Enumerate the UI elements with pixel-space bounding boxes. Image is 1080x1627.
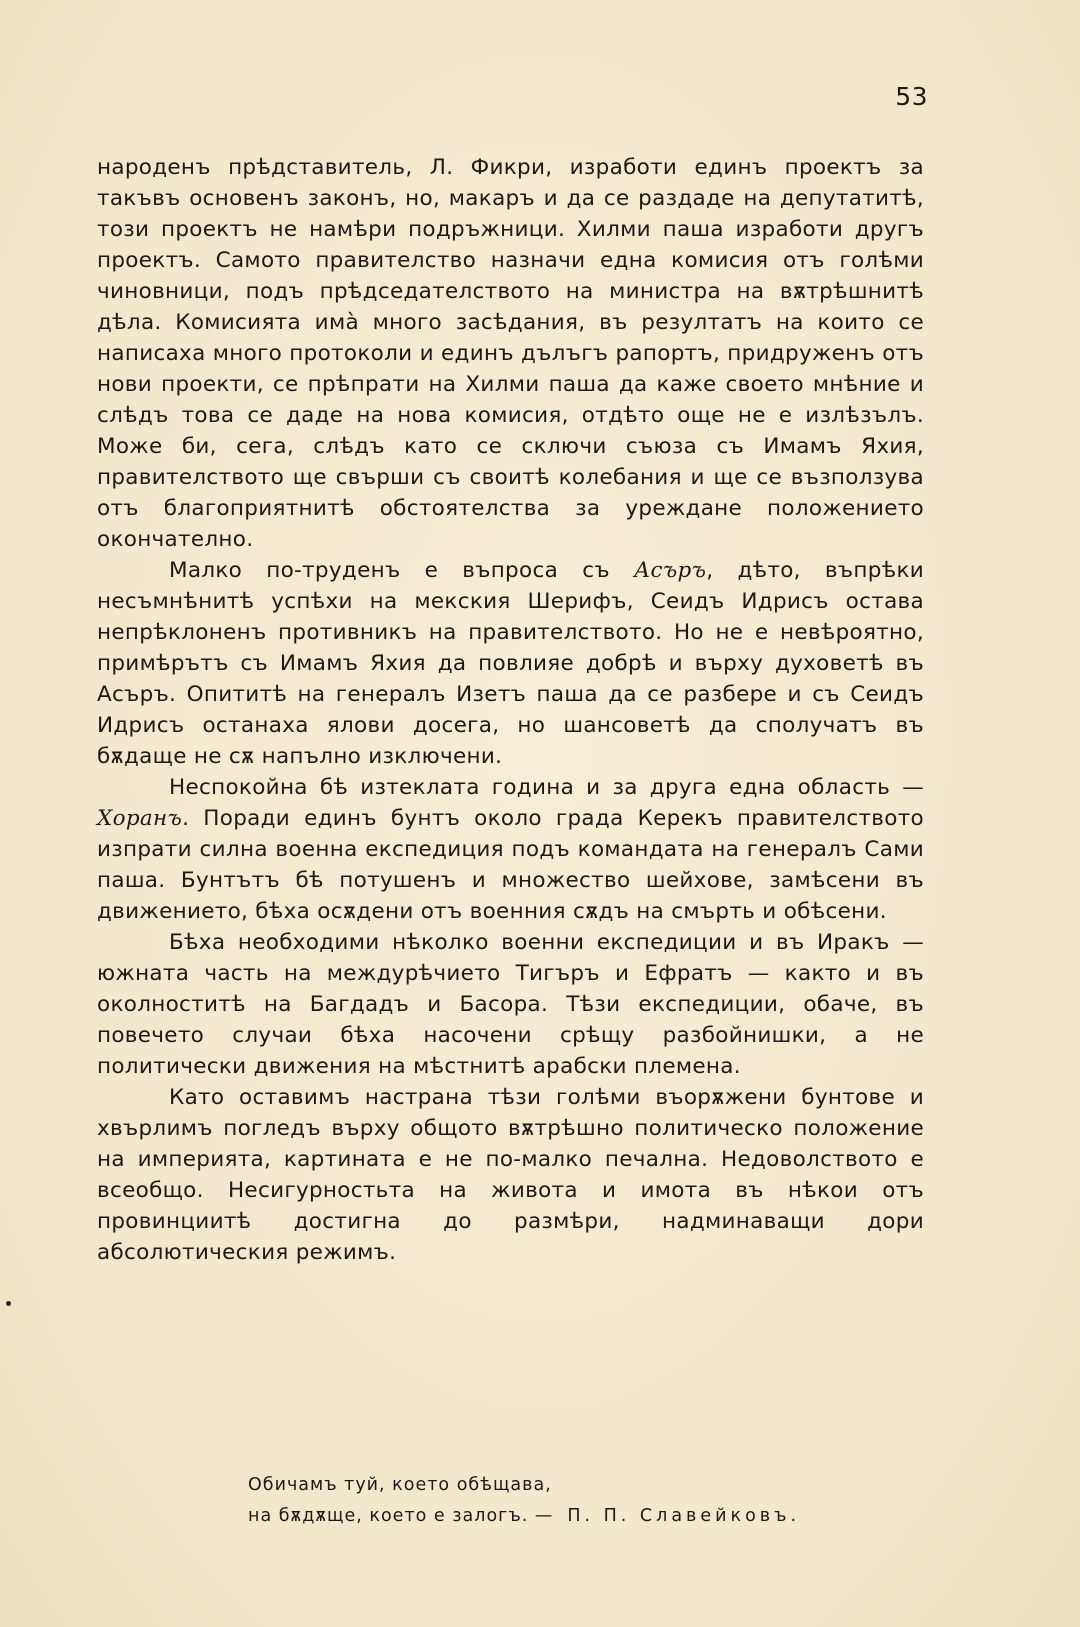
paragraph xyxy=(97,555,924,772)
epigraph-line-with-author xyxy=(248,1501,800,1532)
italic-place-name: Хоранъ xyxy=(97,806,183,831)
page-number: 53 xyxy=(895,82,928,111)
italic-place-name: Асъръ xyxy=(633,558,707,583)
epigraph-line: на бѫдѫще, което е залогъ. — xyxy=(248,1506,554,1526)
epigraph xyxy=(248,1470,800,1532)
text-run: Неспокойна бѣ изтеклата година и за друга една область — xyxy=(169,775,924,800)
body-text xyxy=(97,152,924,1268)
text-run: Бѣха необходими нѣколко военни експедиции и въ Иракъ — южната часть на междурѣчието Тигъръ и Ефратъ — както и въ околноститѣ на Багдадъ и Басора. Тѣзи експедиции, обаче, въ повечето случаи бѣха насочени срѣщу разбойнишки, а не политически движения на мѣстнитѣ арабски племена. xyxy=(97,930,924,1079)
text-run: . Поради единъ бунтъ около града Керекъ правителството изпрати силна военна експедиция подъ командата на генералъ Сами паша. Бунтътъ бѣ потушенъ и множество шейхове, замѣсени въ движението, бѣха осѫдени отъ военния сѫдъ на смърть и обѣсени. xyxy=(97,806,924,924)
epigraph-author: П. П. Славейковъ. xyxy=(567,1506,801,1526)
paragraph xyxy=(97,772,924,927)
paragraph xyxy=(97,1082,924,1268)
paper-speck xyxy=(6,1301,11,1306)
text-run: , дѣто, въпрѣки несъмнѣнитѣ успѣхи на мекския Шерифъ, Сеидъ Идрисъ остава непрѣклоненъ противникъ на правителството. Но не е невѣроятно, примѣрътъ съ Имамъ Яхия да повлияе добрѣ и върху духоветѣ въ Асъръ. Опититѣ на генералъ Изетъ паша да се разбере и съ Сеидъ Идрисъ останаха ялови досега, но шансоветѣ да сполучатъ въ бѫдаще не сѫ напълно изключени. xyxy=(97,558,924,769)
paragraph xyxy=(97,152,924,555)
text-run: Малко по-труденъ е въпроса съ xyxy=(169,558,634,583)
epigraph-line: Обичамъ туй, което обѣщава, xyxy=(248,1475,552,1495)
paragraph xyxy=(97,927,924,1082)
text-run: Като оставимъ настрана тѣзи голѣми въорѫжени бунтове и хвърлимъ погледъ върху общото вѫтрѣшно политическо положение на империята, картината е не по-малко печална. Недоволството е всеобщо. Несигурностьта на живота и имота въ нѣкои отъ провинциитѣ достигна до размѣри, надминаващи дори абсолютическия режимъ. xyxy=(97,1085,924,1265)
text-run: народенъ прѣдставитель, Л. Фикри, изработи единъ проектъ за такъвъ основенъ законъ, но, макаръ и да се раздаде на депутатитѣ, този проектъ не намѣри подръжници. Хилми паша изработи другъ проектъ. Самото правителство назначи една комисия отъ голѣми чиновници, подъ прѣдседателството на министра на вѫтрѣшнитѣ дѣла. Комисията имà много засѣдания, въ резултатъ на които се написаха много протоколи и единъ дълъгъ рапортъ, придруженъ отъ нови проекти, се прѣпрати на Хилми паша да каже своето мнѣние и слѣдъ това се даде на нова комисия, отдѣто още не е излѣзълъ. Може би, сега, слѣдъ като се сключи съюза съ Имамъ Яхия, правителството ще свърши съ своитѣ колебания и ще се възползува отъ благоприятнитѣ обстоятелства за уреждане положението окончателно. xyxy=(97,155,924,552)
